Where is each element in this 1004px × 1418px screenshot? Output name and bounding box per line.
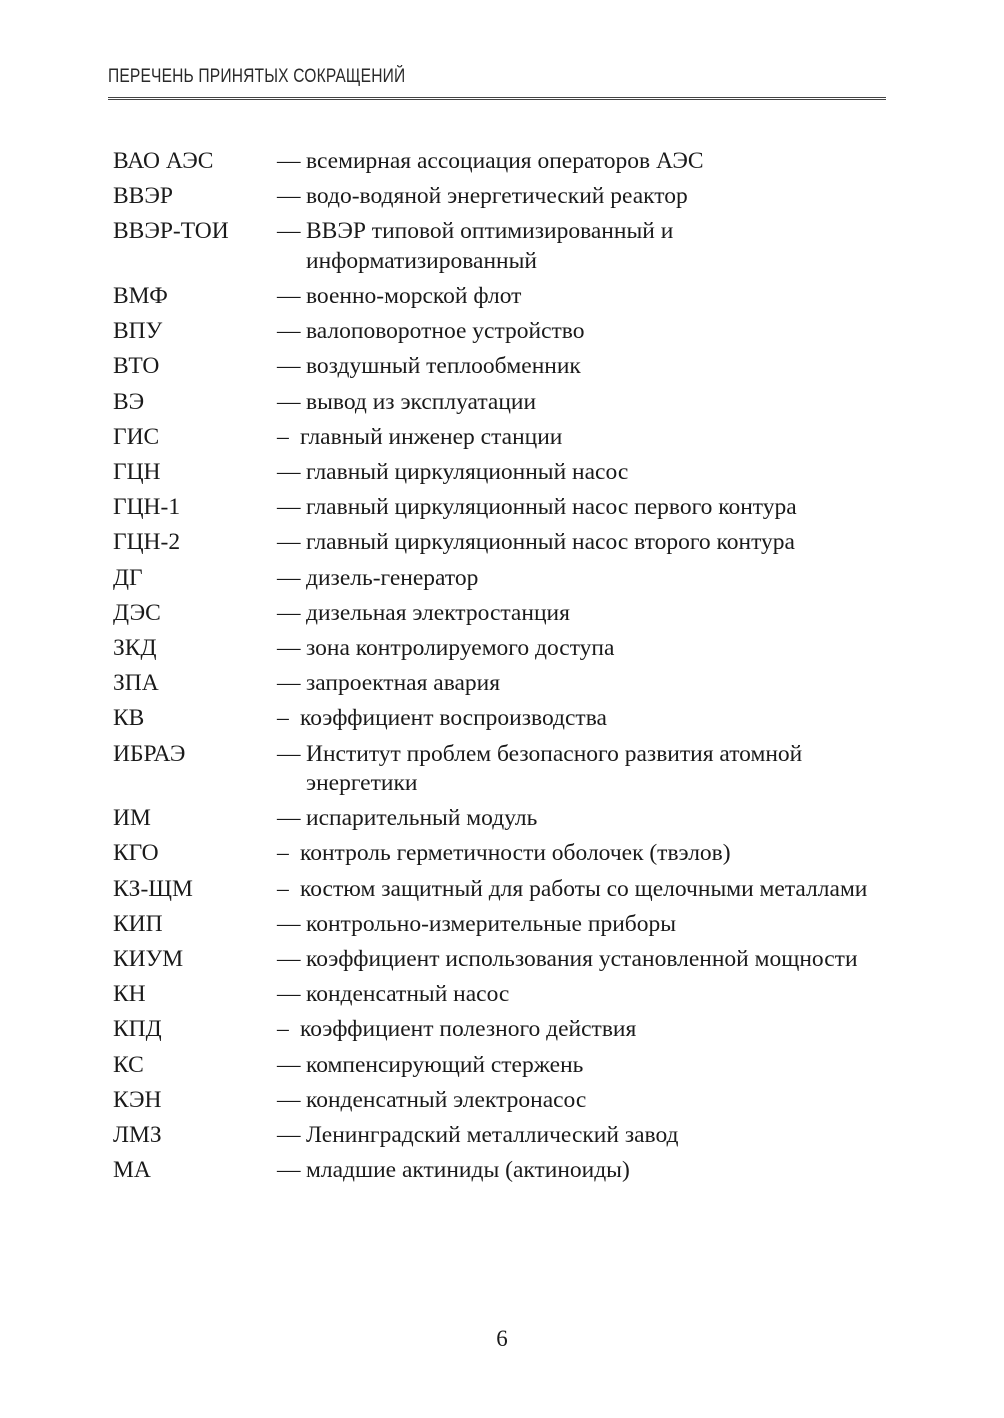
definition-text: контрольно-измерительные приборы	[306, 910, 677, 937]
abbreviation-entry	[113, 1051, 893, 1081]
abbreviation-entry	[113, 910, 893, 940]
abbreviation-term: КН	[113, 981, 146, 1008]
abbreviation-term: ЛМЗ	[113, 1121, 162, 1148]
abbreviation-entry	[113, 1086, 893, 1116]
definition-dash: —	[277, 1157, 301, 1184]
abbreviation-term: КС	[113, 1051, 144, 1078]
abbreviation-definition	[277, 1051, 893, 1081]
definition-text: ВВЭР типовой оптимизированный и информатизированный	[306, 218, 674, 274]
abbreviation-definition	[277, 352, 893, 382]
abbreviation-term: ГИС	[113, 423, 160, 450]
abbreviation-definition	[277, 1086, 893, 1116]
definition-text: валоповоротное устройство	[306, 318, 585, 345]
abbreviation-entry	[113, 317, 893, 347]
abbreviation-entry	[113, 282, 893, 312]
abbreviation-term: ВЭ	[113, 388, 145, 415]
definition-text: главный инженер станции	[300, 423, 563, 450]
definition-text: воздушный теплообменник	[306, 353, 581, 380]
definition-text: коэффициент воспроизводства	[300, 705, 607, 732]
abbreviation-term: ВВЭР	[113, 183, 173, 210]
definition-dash: —	[277, 283, 301, 310]
abbreviation-entry	[113, 669, 893, 699]
abbreviation-term: ГЦН	[113, 459, 161, 485]
abbreviation-entry	[113, 564, 893, 594]
abbreviation-entry	[113, 388, 893, 418]
definition-dash: –	[277, 1016, 289, 1043]
abbreviation-term: ВВЭР-ТОИ	[113, 218, 229, 245]
abbreviation-definition	[277, 704, 893, 734]
abbreviation-term: ДЭС	[113, 599, 161, 626]
abbreviation-entry	[113, 599, 893, 629]
definition-dash: —	[277, 318, 301, 345]
abbreviation-entry	[113, 182, 893, 212]
definition-dash: –	[277, 423, 289, 450]
abbreviation-entry	[113, 740, 893, 799]
abbreviation-term: ЗПА	[113, 670, 159, 697]
definition-text: конденсатный насос	[306, 981, 510, 1008]
abbreviation-entry	[113, 875, 893, 905]
definition-dash: —	[277, 1051, 301, 1078]
definition-dash: —	[277, 529, 301, 556]
definition-text: зона контролируемого доступа	[306, 634, 615, 661]
abbreviation-entry	[113, 804, 893, 834]
abbreviation-definition	[277, 839, 893, 869]
abbreviation-entry	[113, 528, 893, 558]
definition-text: вывод из эксплуатации	[306, 388, 537, 415]
abbreviation-definition	[277, 317, 893, 347]
abbreviation-term: КПД	[113, 1016, 162, 1043]
definition-text: водо-водяной энергетический реактор	[306, 183, 688, 210]
abbreviation-list	[113, 147, 893, 1191]
abbreviation-entry	[113, 1156, 893, 1186]
abbreviation-term: ГЦН-1	[113, 494, 181, 521]
abbreviation-term: ВАО АЭС	[113, 148, 214, 174]
definition-dash: —	[277, 1086, 301, 1113]
definition-text: главный циркуляционный насос первого контура	[306, 494, 797, 521]
definition-text: всемирная ассоциация операторов АЭС	[306, 148, 704, 174]
definition-dash: —	[277, 599, 301, 626]
abbreviation-definition	[277, 423, 893, 453]
definition-dash: —	[277, 459, 301, 485]
abbreviation-definition	[277, 875, 893, 905]
abbreviation-entry	[113, 704, 893, 734]
header-rule	[108, 97, 886, 100]
abbreviation-definition	[277, 388, 893, 418]
definition-text: коэффициент использования установленной мощности	[306, 945, 858, 972]
abbreviation-definition	[277, 458, 893, 488]
abbreviation-term: КЭН	[113, 1086, 162, 1113]
definition-text: конденсатный электронасос	[306, 1086, 587, 1113]
abbreviation-entry	[113, 634, 893, 664]
abbreviation-term: ВПУ	[113, 318, 163, 345]
abbreviation-definition	[277, 1156, 893, 1186]
definition-dash: —	[277, 945, 301, 972]
abbreviation-definition	[277, 634, 893, 664]
abbreviation-entry	[113, 839, 893, 869]
abbreviation-term: КЗ-ЩМ	[113, 875, 193, 902]
abbreviation-definition	[277, 910, 893, 940]
definition-dash: –	[277, 875, 289, 902]
abbreviation-definition	[277, 1121, 893, 1151]
definition-text: военно-морской флот	[306, 283, 522, 310]
abbreviation-term: КИП	[113, 910, 163, 937]
abbreviation-entry	[113, 458, 893, 488]
abbreviation-entry	[113, 1121, 893, 1151]
page-number: 6	[496, 1326, 508, 1351]
definition-text: дизель-генератор	[306, 564, 479, 591]
abbreviation-term: КИУМ	[113, 945, 184, 972]
abbreviation-term: ИБРАЭ	[113, 740, 186, 767]
definition-dash: –	[277, 705, 289, 732]
definition-dash: —	[277, 805, 301, 832]
definition-dash: —	[277, 634, 301, 661]
abbreviation-definition	[277, 217, 893, 276]
abbreviation-definition	[277, 945, 893, 975]
definition-text: компенсирующий стержень	[306, 1051, 584, 1078]
definition-text: главный циркуляционный насос	[306, 459, 629, 485]
definition-text: костюм защитный для работы со щелочными металлами	[300, 875, 868, 902]
definition-text: Институт проблем безопасного развития атомной энергетики	[306, 740, 803, 796]
definition-text: контроль герметичности оболочек (твэлов)	[300, 840, 731, 867]
definition-text: коэффициент полезного действия	[300, 1016, 637, 1043]
abbreviation-definition	[277, 599, 893, 629]
definition-dash: —	[277, 494, 301, 521]
definition-dash: —	[277, 148, 301, 174]
definition-dash: —	[277, 388, 301, 415]
abbreviation-definition	[277, 669, 893, 699]
abbreviation-term: ВТО	[113, 353, 160, 380]
abbreviation-entry	[113, 945, 893, 975]
running-head: ПЕРЕЧЕНЬ ПРИНЯТЫХ СОКРАЩЕНИЙ	[108, 66, 406, 87]
abbreviation-definition	[277, 740, 893, 799]
definition-dash: —	[277, 218, 301, 245]
abbreviation-definition	[277, 564, 893, 594]
abbreviation-entry	[113, 352, 893, 382]
definition-dash: —	[277, 910, 301, 937]
definition-text: запроектная авария	[306, 670, 501, 697]
abbreviation-definition	[277, 147, 893, 177]
abbreviation-entry	[113, 1015, 893, 1045]
abbreviation-definition	[277, 493, 893, 523]
abbreviation-definition	[277, 528, 893, 558]
definition-dash: —	[277, 183, 301, 210]
abbreviation-term: ИМ	[113, 805, 151, 832]
abbreviation-term: КГО	[113, 840, 159, 867]
definition-text: главный циркуляционный насос второго контура	[306, 529, 795, 556]
abbreviation-term: ВМФ	[113, 283, 168, 310]
abbreviation-term: ДГ	[113, 564, 143, 591]
definition-dash: —	[277, 564, 301, 591]
abbreviation-definition	[277, 282, 893, 312]
abbreviation-entry	[113, 980, 893, 1010]
definition-dash: —	[277, 670, 301, 697]
definition-dash: —	[277, 981, 301, 1008]
definition-dash: –	[277, 840, 289, 867]
definition-text: дизельная электростанция	[306, 599, 570, 626]
abbreviation-definition	[277, 182, 893, 212]
abbreviation-term: ГЦН-2	[113, 529, 181, 556]
abbreviation-entry	[113, 217, 893, 276]
abbreviation-definition	[277, 1015, 893, 1045]
abbreviation-entry	[113, 147, 893, 177]
definition-text: младшие актиниды (актиноиды)	[306, 1157, 630, 1184]
abbreviation-definition	[277, 980, 893, 1010]
abbreviation-term: КВ	[113, 705, 145, 732]
abbreviation-definition	[277, 804, 893, 834]
definition-text: испарительный модуль	[306, 805, 538, 832]
definition-dash: —	[277, 740, 301, 767]
abbreviation-entry	[113, 493, 893, 523]
abbreviation-term: МА	[113, 1157, 151, 1184]
abbreviation-term: ЗКД	[113, 634, 157, 661]
definition-text: Ленинградский металлический завод	[306, 1121, 679, 1148]
definition-dash: —	[277, 353, 301, 380]
abbreviation-entry	[113, 423, 893, 453]
definition-dash: —	[277, 1121, 301, 1148]
